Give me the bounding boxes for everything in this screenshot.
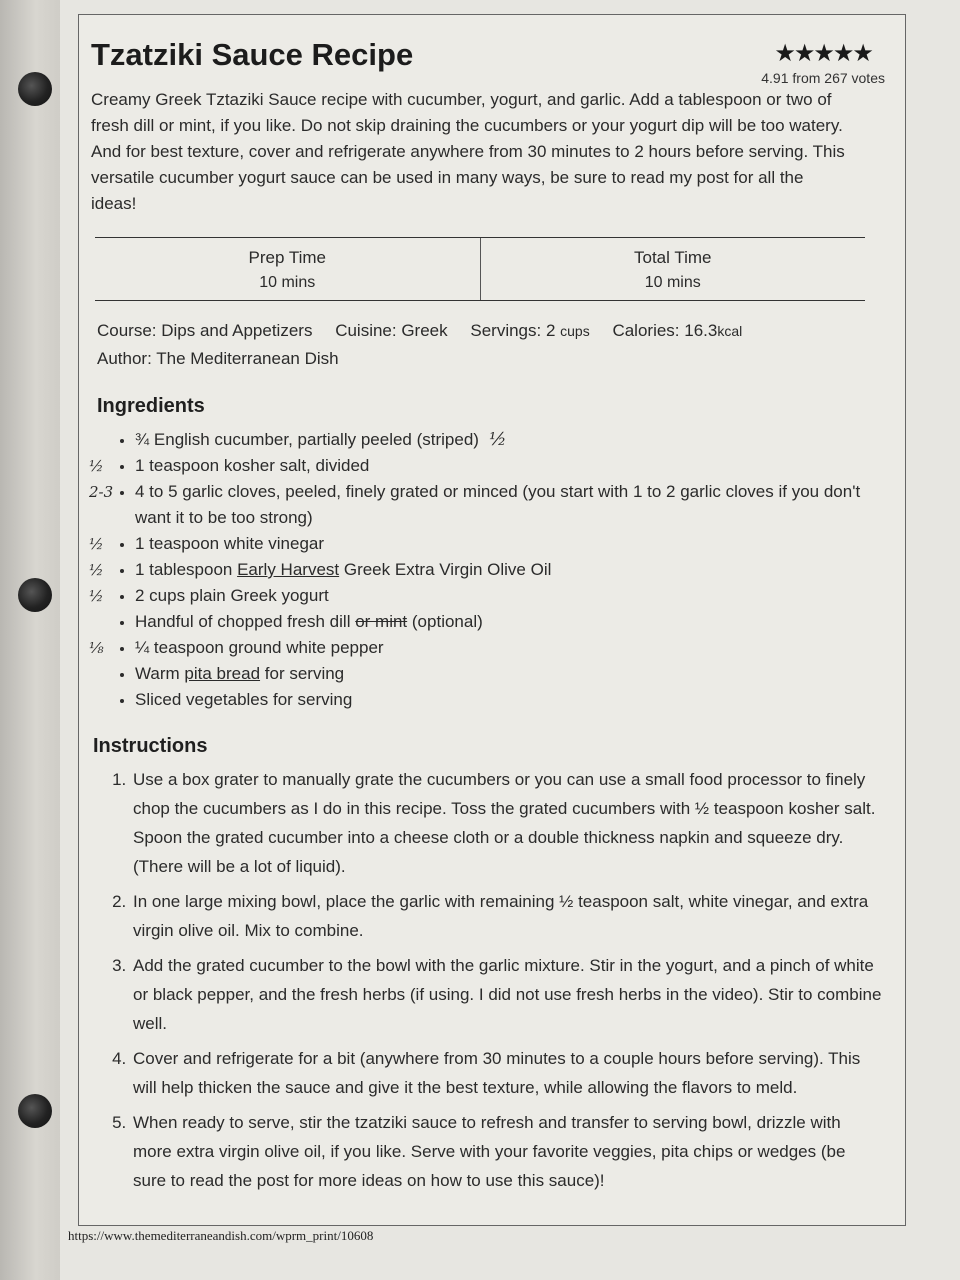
handwritten-note: ½: [488, 429, 507, 450]
ingredient-text: for serving: [260, 664, 345, 683]
handwritten-note: • ½: [89, 561, 104, 579]
rating-stars-icon: ★★★★★: [774, 40, 872, 67]
handwritten-note: • ½: [89, 457, 104, 475]
total-time: [480, 238, 866, 300]
handwritten-note: • ⅛: [89, 639, 104, 657]
ingredients-heading: Ingredients: [97, 395, 205, 417]
printed-page: [60, 0, 960, 1280]
calories: Calories: 16.3kcal: [612, 321, 743, 340]
ingredient-link[interactable]: Early Harvest: [237, 560, 340, 579]
ingredient-item: [89, 453, 869, 479]
prep-time: [95, 238, 480, 300]
recipe-title: Tzatziki Sauce Recipe: [91, 37, 414, 72]
ingredient-item: [89, 531, 869, 557]
binder-hole: [18, 72, 52, 106]
binder-edge: [0, 0, 60, 1280]
handwritten-note: • ½: [89, 535, 104, 553]
ingredient-item: [89, 635, 869, 661]
ingredient-text: (optional): [407, 612, 483, 631]
ingredient-text: Sliced vegetables for serving: [135, 690, 353, 709]
prep-time-value: 10 mins: [259, 274, 316, 291]
ingredient-item: [89, 583, 869, 609]
ingredient-text: Greek Extra Virgin Olive Oil: [339, 560, 552, 579]
instruction-step: 4. Cover and refrigerate for a bit (anywhere from 30 minutes to a couple hours before serving). This will help thicken the sauce and give it the best texture, while allowing the flavors to meld.: [131, 1044, 883, 1102]
ingredient-text: Handful of chopped fresh dill: [135, 612, 356, 631]
instruction-step: 3. Add the grated cucumber to the bowl with the garlic mixture. Stir in the yogurt, and a pinch of white or black pepper, and the fresh herbs (if using. I did not use fresh herbs in the video). Stir to combine well.: [131, 951, 883, 1038]
rating: [761, 39, 885, 86]
rating-votes: 4.91 from 267 votes: [761, 70, 885, 86]
ingredient-text: Warm: [135, 664, 185, 683]
total-time-label: Total Time: [634, 248, 712, 267]
ingredient-item: [135, 609, 869, 635]
ingredient-text: 4 to 5 garlic cloves, peeled, finely grated or minced (you start with 1 to 2 garlic cloves if you don't want it to be too strong): [135, 482, 861, 527]
instructions-list: [93, 765, 883, 1201]
footer-url: https://www.themediterraneandish.com/wprm_print/10608: [68, 1228, 374, 1243]
instruction-step: 2. In one large mixing bowl, place the garlic with remaining ½ teaspoon salt, white vinegar, and extra virgin olive oil. Mix to combine.: [131, 887, 883, 945]
times-table: [95, 237, 865, 301]
handwritten-note: • ½: [89, 587, 104, 605]
binder-hole: [18, 1094, 52, 1128]
instruction-step: 5. When ready to serve, stir the tzatziki sauce to refresh and transfer to serving bowl, drizzle with more extra virgin olive oil, if you like. Serve with your favorite veggies, pita chips or wedges (be sure to read the post for more ideas on how to use this sauce)!: [131, 1108, 883, 1195]
ingredient-text: ¾ English cucumber, partially peeled (striped): [135, 430, 479, 449]
instruction-step: 1. Use a box grater to manually grate the cucumbers or you can use a small food processor to finely chop the cucumbers as I do in this recipe. Toss the grated cucumbers with ½ teaspoon kosher salt. Spoon the grated cucumber into a cheese cloth or a double thickness napkin and squeeze dry. (There will be a lot of liquid).: [131, 765, 883, 881]
servings: Servings: 2 cups: [470, 321, 590, 340]
ingredient-item: [135, 661, 869, 687]
recipe-card: [78, 14, 906, 1226]
ingredient-item: [135, 687, 869, 713]
binder-hole: [18, 578, 52, 612]
ingredient-text: 2 cups plain Greek yogurt: [135, 586, 329, 605]
ingredient-text: 1 teaspoon kosher salt, divided: [135, 456, 370, 475]
ingredient-text: 1 tablespoon: [135, 560, 238, 579]
ingredient-item: [135, 427, 869, 453]
instructions-heading: Instructions: [93, 735, 208, 757]
course: Course: Dips and Appetizers: [97, 321, 313, 340]
total-time-value: 10 mins: [644, 274, 701, 291]
ingredient-item: [89, 479, 869, 531]
ingredient-item: [89, 557, 869, 583]
struck-text: or mint: [355, 612, 408, 631]
recipe-meta: [97, 317, 857, 373]
recipe-summary: Creamy Greek Tztaziki Sauce recipe with cucumber, yogurt, and garlic. Add a tablespoon or two of fresh dill or mint, if you like. Do not skip draining the cucumbers or your yogurt dip will be too watery. And for best texture, cover and refrigerate anywhere from 30 minutes to 2 hours before serving. This versatile cucumber yogurt sauce can be used in many ways, be sure to read my post for all the ideas!: [91, 90, 845, 213]
author: Author: The Mediterranean Dish: [97, 349, 339, 368]
ingredient-link[interactable]: pita bread: [184, 664, 261, 683]
ingredient-text: ¼ teaspoon ground white pepper: [135, 638, 384, 657]
ingredients-list: [89, 427, 869, 713]
cuisine: Cuisine: Greek: [335, 321, 448, 340]
handwritten-note: • 2-3: [89, 483, 114, 501]
ingredient-text: 1 teaspoon white vinegar: [135, 534, 325, 553]
prep-time-label: Prep Time: [248, 248, 326, 267]
